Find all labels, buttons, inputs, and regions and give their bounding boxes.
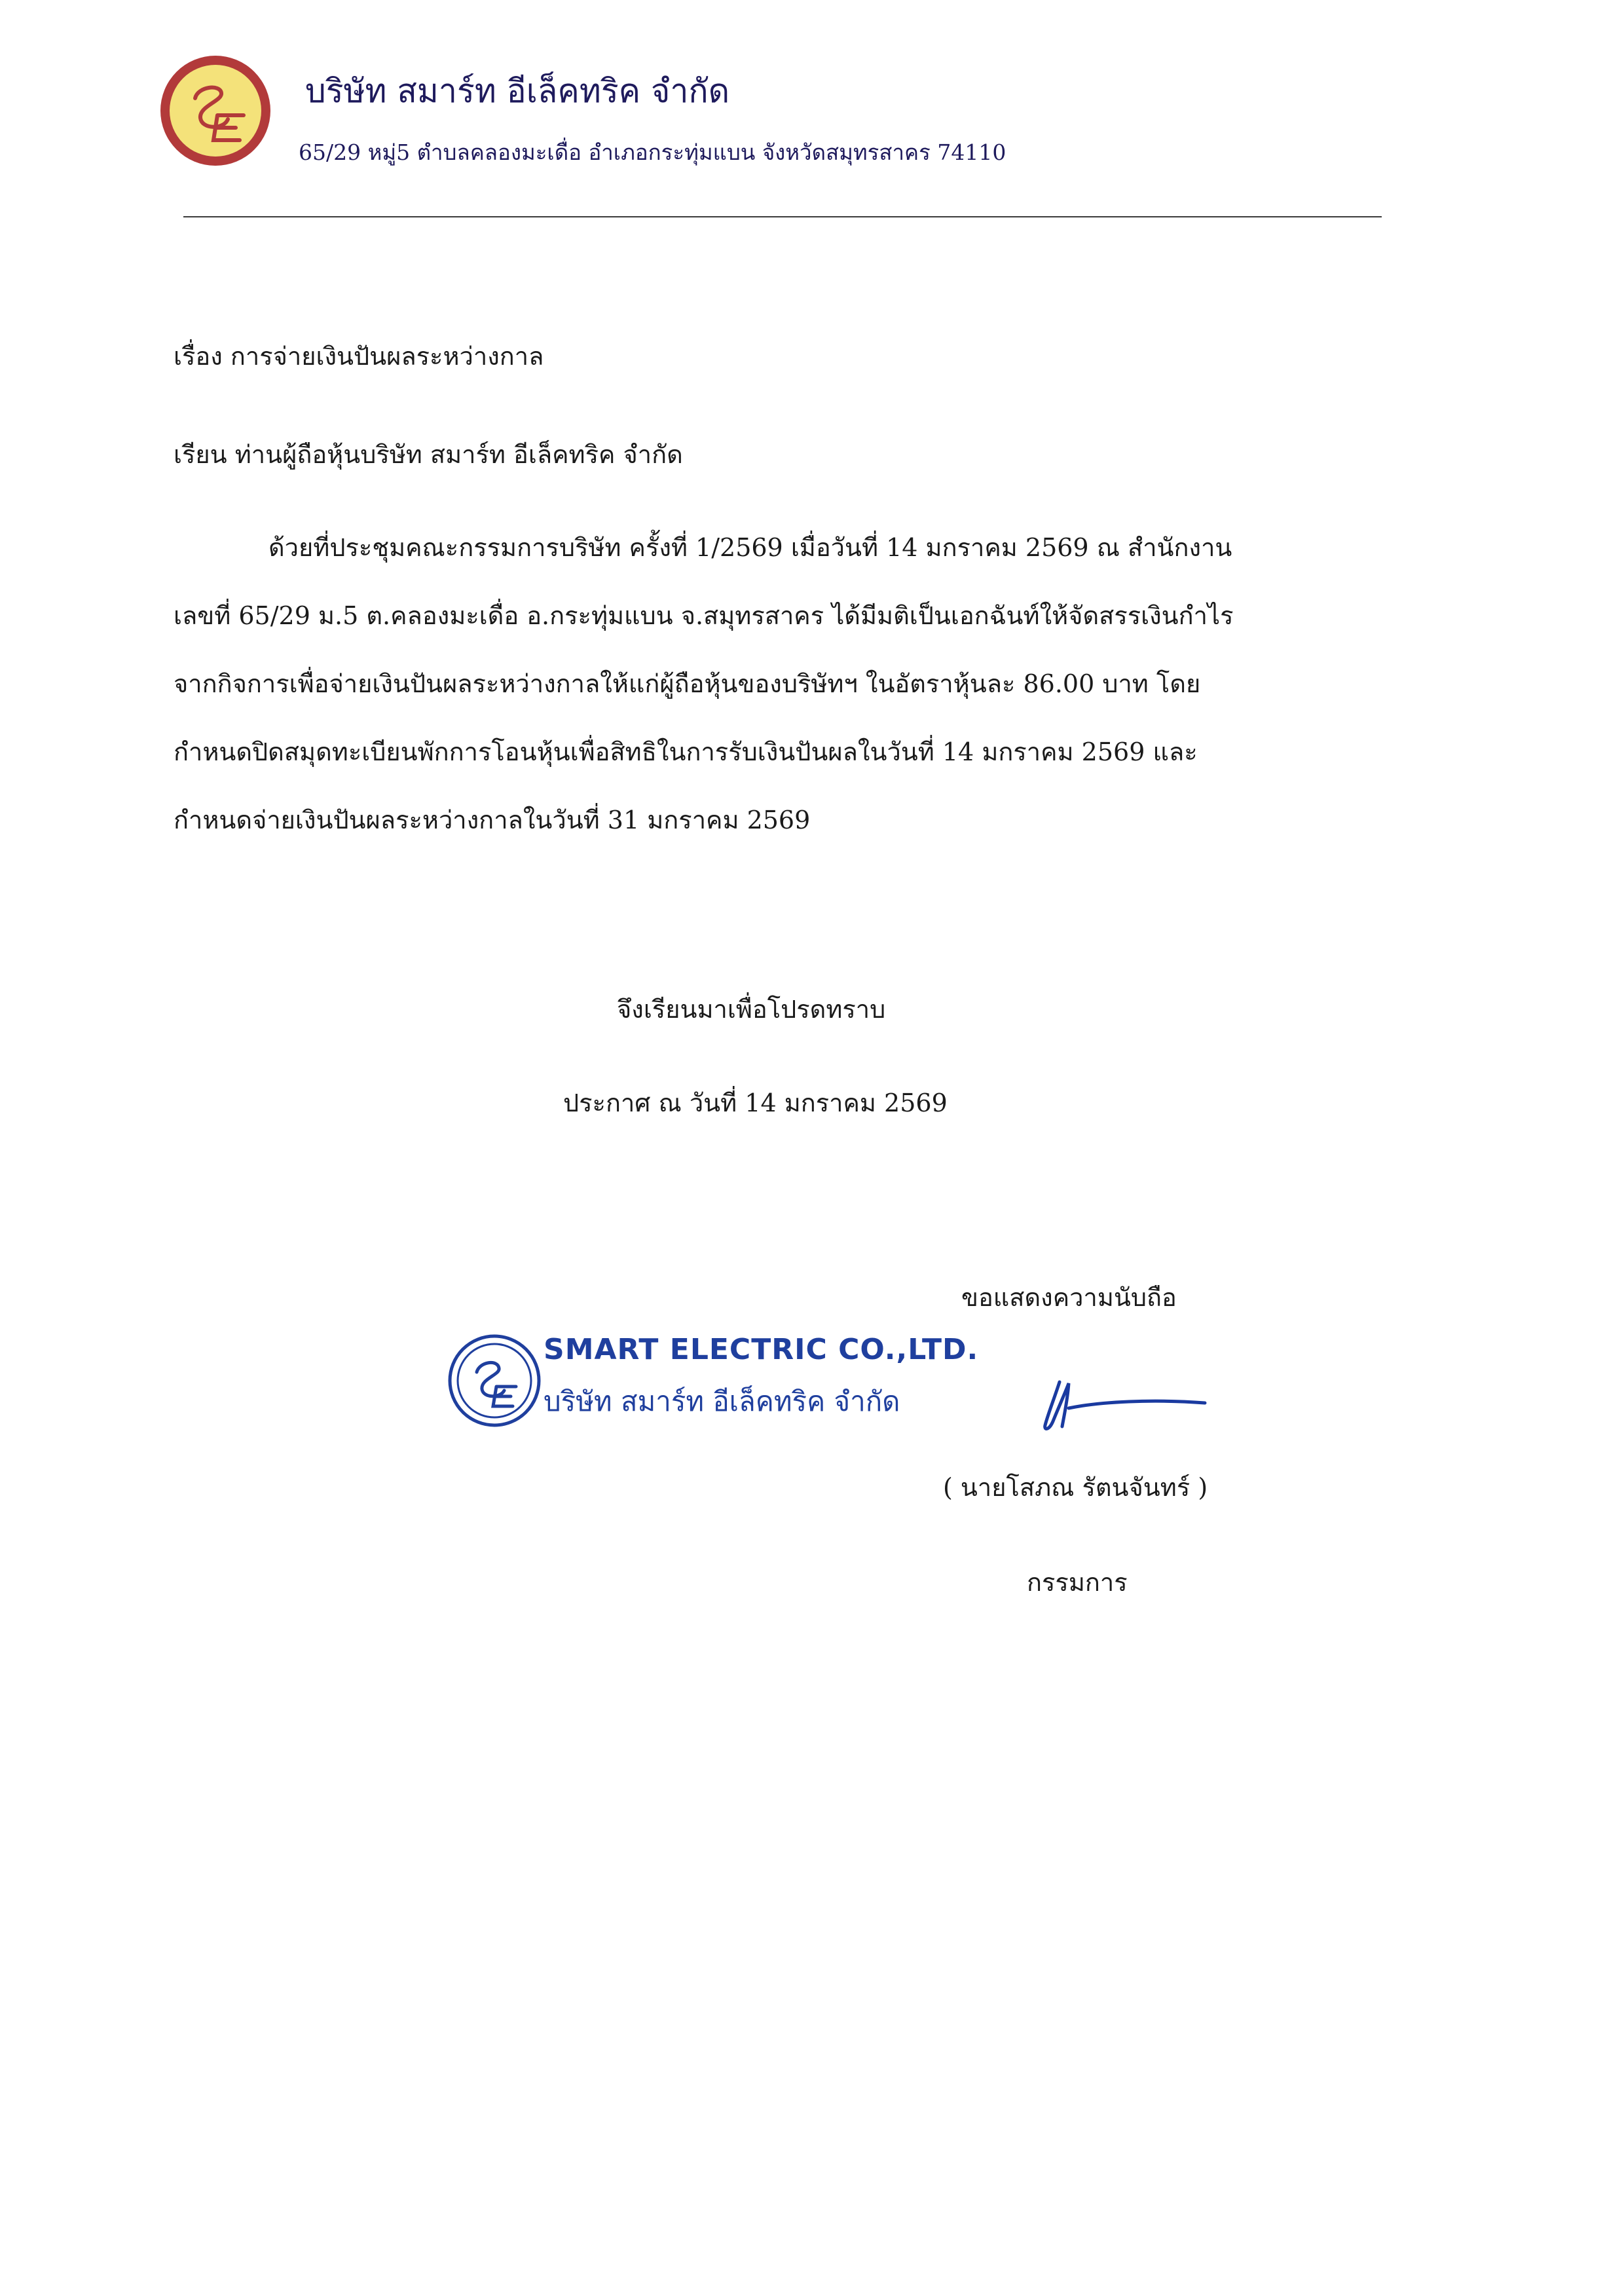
signature [1022,1362,1218,1434]
body-line: จากกิจการเพื่อจ่ายเงินปันผลระหว่างกาลให้แก่ผู้ถือหุ้นของบริษัทฯ ในอัตราหุ้นละ 86.00 บาท โดย [174,669,1201,698]
company-logo [157,52,274,169]
signatory-name: ( นายโสภณ รัตนจันทร์ ) [943,1473,1208,1502]
body-line: เลขที่ 65/29 ม.5 ต.คลองมะเดื่อ อ.กระทุ่มแบน จ.สมุทรสาคร ได้มีมติเป็นเอกฉันท์ให้จัดสรรเงินกำไร [174,601,1234,630]
signature-mark [1022,1362,1218,1434]
salutation-line: เรียน ท่านผู้ถือหุ้นบริษัท สมาร์ท อีเล็คทริค จำกัด [174,440,683,469]
body-line: กำหนดปิดสมุดทะเบียนพักการโอนหุ้นเพื่อสิทธิในการรับเงินปันผลในวันที่ 14 มกราคม 2569 และ [174,737,1198,766]
announcement-date: ประกาศ ณ วันที่ 14 มกราคม 2569 [563,1089,948,1117]
company-stamp [445,1320,979,1444]
regards-line: ขอแสดงความนับถือ [961,1283,1177,1312]
stamp-name-en: SMART ELECTRIC CO.,LTD. [544,1333,979,1366]
body-paragraph [174,531,1336,871]
subject-line: เรื่อง การจ่ายเงินปันผลระหว่างกาล [174,342,544,371]
header-divider [183,216,1382,217]
signatory-title: กรรมการ [1027,1568,1128,1597]
body-line: ด้วยที่ประชุมคณะกรรมการบริษัท ครั้งที่ 1/2569 เมื่อวันที่ 14 มกราคม 2569 ณ สำนักงาน [268,533,1232,562]
company-name: บริษัท สมาร์ท อีเล็คทริค จำกัด [305,72,730,110]
stamp-name-th: บริษัท สมาร์ท อีเล็คทริค จำกัด [544,1385,900,1417]
se-logo-icon [157,52,274,169]
stamp-seal-icon [445,1332,544,1430]
body-line: กำหนดจ่ายเงินปันผลระหว่างกาลในวันที่ 31 มกราคม 2569 [174,806,811,834]
closing-line: จึงเรียนมาเพื่อโปรดทราบ [617,995,886,1024]
company-address: 65/29 หมู่5 ตำบลคลองมะเดื่อ อำเภอกระทุ่มแบน จังหวัดสมุทรสาคร 74110 [299,140,1006,165]
